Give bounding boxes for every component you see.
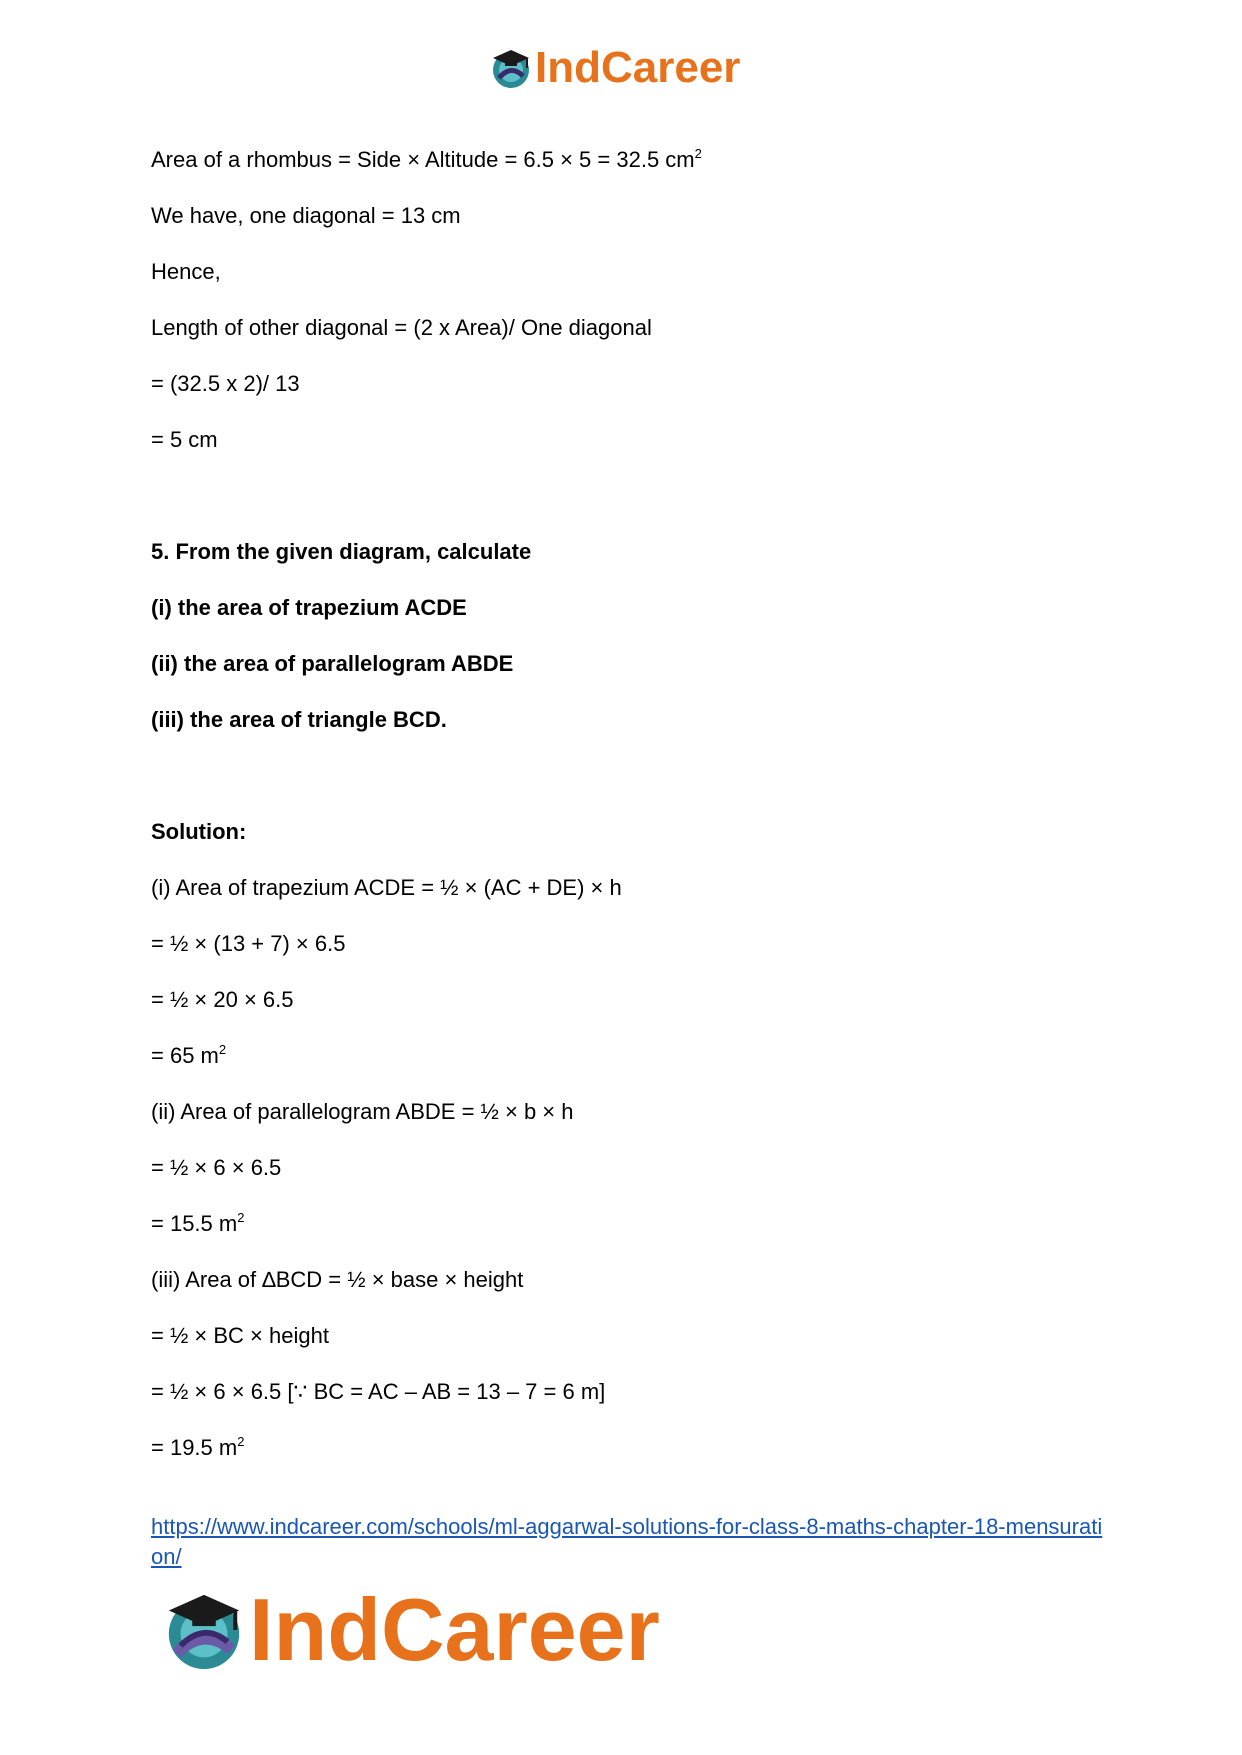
line-text: (ii) Area of parallelogram ABDE = ½ × b × h <box>151 1099 574 1124</box>
solution-line <box>151 1042 226 1070</box>
solution-line <box>151 1378 605 1406</box>
solution-line <box>151 874 622 902</box>
line-text: Area of a rhombus = Side × Altitude = 6.5 × 5 = 32.5 cm <box>151 147 695 172</box>
source-link[interactable]: https://www.indcareer.com/schools/ml-aggarwal-solutions-for-class-8-maths-chapter-18-mensuration/ <box>151 1514 1103 1569</box>
solution-line <box>151 1098 574 1126</box>
line-text: = 65 m <box>151 1043 219 1068</box>
graduation-cap-icon <box>161 1587 247 1673</box>
solution-line <box>151 1210 244 1238</box>
question-line <box>151 818 246 846</box>
line-text: = 5 cm <box>151 427 218 452</box>
line-text: 5. From the given diagram, calculate <box>151 539 532 564</box>
superscript: 2 <box>237 1210 245 1225</box>
line-text: (ii) the area of parallelogram ABDE <box>151 651 514 676</box>
brand-wordmark: IndCareer <box>249 1580 660 1679</box>
line-text: = ½ × BC × height <box>151 1323 329 1348</box>
line-text: = ½ × 20 × 6.5 <box>151 987 294 1012</box>
solution-line <box>151 426 218 454</box>
solution-line <box>151 930 345 958</box>
header-logo <box>489 44 740 92</box>
solution-line <box>151 1154 281 1182</box>
line-text: Hence, <box>151 259 221 284</box>
solution-line <box>151 1434 244 1462</box>
line-text: = ½ × 6 × 6.5 [∵ BC = AC – AB = 13 – 7 = 6 m] <box>151 1379 606 1404</box>
solution-line <box>151 986 294 1014</box>
line-text: = 15.5 m <box>151 1211 238 1236</box>
line-text: = ½ × 6 × 6.5 <box>151 1155 282 1180</box>
solution-line <box>151 370 300 398</box>
brand-wordmark: IndCareer <box>535 43 741 92</box>
superscript: 2 <box>218 1042 227 1057</box>
question-line <box>151 706 447 734</box>
question-line <box>151 594 467 622</box>
superscript: 2 <box>237 1434 245 1449</box>
question-line <box>151 650 513 678</box>
solution-line <box>151 146 702 174</box>
line-text: Solution: <box>151 819 247 844</box>
superscript: 2 <box>694 146 702 161</box>
question-line <box>151 538 531 566</box>
solution-line <box>151 314 652 342</box>
line-text: = (32.5 x 2)/ 13 <box>151 371 300 396</box>
line-text: We have, one diagonal = 13 cm <box>151 203 461 228</box>
footer-logo <box>161 1580 660 1680</box>
line-text: = 19.5 m <box>151 1435 238 1460</box>
line-text: Length of other diagonal = (2 x Area)/ One diagonal <box>151 315 652 340</box>
line-text: (iii) the area of triangle BCD. <box>151 707 447 732</box>
solution-line <box>151 1322 329 1350</box>
graduation-cap-icon <box>489 46 533 90</box>
line-text: (iii) Area of ∆BCD = ½ × base × height <box>151 1267 524 1292</box>
solution-line <box>151 202 461 230</box>
line-text: (i) Area of trapezium ACDE = ½ × (AC + DE) × h <box>151 875 622 900</box>
line-text: = ½ × (13 + 7) × 6.5 <box>151 931 346 956</box>
solution-line <box>151 1266 523 1294</box>
line-text: (i) the area of trapezium ACDE <box>151 595 467 620</box>
solution-line <box>151 258 221 286</box>
